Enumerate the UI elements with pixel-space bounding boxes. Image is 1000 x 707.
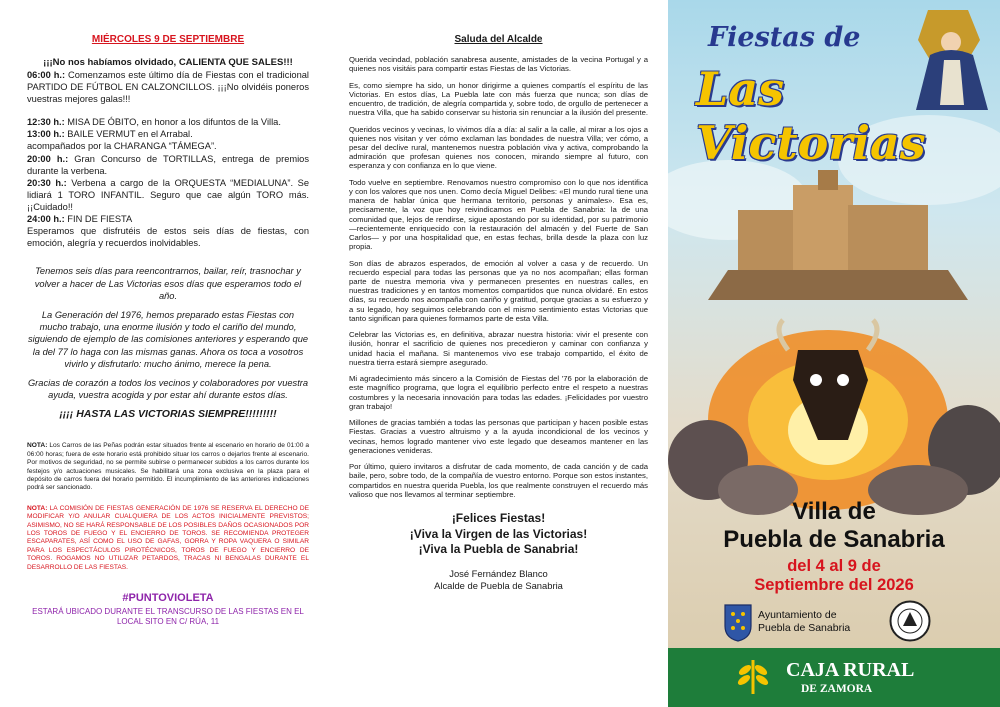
schedule-entry bbox=[27, 128, 309, 140]
farewell-paragraph: Tenemos seis días para reencontrarnos, bailar, reír, trasnochar y volver a hacer de Las Victorias esos días que esperamos todo el año. bbox=[34, 266, 302, 301]
dates-line1: del 4 al 9 de bbox=[787, 557, 881, 575]
letter-paragraph: Todo vuelve en septiembre. Renovamos nuestro compromiso con lo que nos identifica y con los valores que nos unen. Como decía Miguel Delibes: «El mundo rural tiene una manera de hablar única que hermana territorio, personas y animales». Esa es, precisamente, la voz que hoy reivindicamos en Puebla de Sanabria: la de una comunidad que, lejos de rendirse, sigue apostando por su identidad, por su patrimonio —recientemente enriquecido con la restauración del almacén y del Fuerte de San Carlos— y por una hospitalidad que, en estas fechas, brilla desde la plaza con luz propia. bbox=[349, 177, 648, 252]
schedule-entry bbox=[27, 69, 309, 105]
town-hall-line2: Puebla de Sanabria bbox=[758, 622, 851, 634]
schedule-time: 13:00 h.: bbox=[27, 129, 65, 140]
letter-title: Saluda del Alcalde bbox=[454, 34, 543, 45]
schedule-text: acompañados por la CHARANGA “TÁMEGA”. bbox=[27, 141, 217, 152]
intro-line: ¡¡¡No nos habíamos olvidado, CALIENTA QUE SALES!!! bbox=[43, 57, 293, 68]
note-label: NOTA: bbox=[27, 442, 48, 450]
schedule-entry bbox=[27, 225, 309, 249]
schedule-text: Esperamos que disfrutéis de estos seis días de fiestas, con emoción, alegría y recuerdos inolvidables. bbox=[27, 226, 309, 249]
farewell-message bbox=[27, 265, 309, 401]
title-top: Fiestas de bbox=[708, 22, 861, 53]
letter-paragraph: Son días de abrazos esperados, de emoción al volver a casa y de recuerdo. Un recuerdo especial para todas las personas que ya no nos acompañan; ellas forman parte de nuestra memoria viva y permanecen presentes en nuestras calles, en nuestras tradiciones y en tantos momentos compartidos que nunca olvidaré. En estos días, su recuerdo nos acompaña con cariño y gratitud, porque gracias a su esfuerzo y a su legado, hoy seguimos celebrando con el mismo sentimiento estas Victorias que tanto significan para quienes formamos parte de esta Villa. bbox=[349, 258, 648, 323]
schedule-entry bbox=[27, 213, 309, 225]
town-hall-line1: Ayuntamiento de bbox=[758, 609, 837, 621]
sponsor-subtitle: DE ZAMORA bbox=[801, 683, 873, 695]
letter-paragraph: Queridos vecinos y vecinas, lo vivimos día a día: al salir a la calle, al mirar a los ojos a quienes nos visitan y ver cómo exclaman las bondades de nuestra Villa; ver cómo, a pesar del declive rural, mantenemos nuestra población viva y activa, comprobando la admiración que profesan quienes nos conocen, mirando siempre al futuro, con esperanza y con confianza en lo que viene. bbox=[349, 124, 648, 171]
schedule-text: FIN DE FIESTA bbox=[64, 214, 133, 225]
closing-cheer: ¡¡¡¡ HASTA LAS VICTORIAS SIEMPRE!!!!!!!!! bbox=[59, 408, 277, 421]
schedule-time: 20:00 h.: bbox=[27, 153, 69, 164]
wheat-emblem-icon bbox=[732, 656, 774, 698]
signature-name: José Fernández Blanco bbox=[449, 567, 548, 579]
schedule-text: Verbena a cargo de la ORQUESTA “MEDIALUNA”. Se lidiará 1 TORO INFANTIL. Seguro que cae algún TORO más. ¡¡Cuidado!! bbox=[27, 177, 310, 212]
schedule-day bbox=[27, 116, 309, 249]
letter-body bbox=[349, 55, 648, 499]
letter-paragraph: Es, como siempre ha sido, un honor dirigirme a quienes compartís el espíritu de las Victorias. En estos días, La Puebla late con más fuerza que nunca; son días de encuentro, de tradición, de alegría compartida y, sobre todo, de orgullo de pertenecer a nuestra Villa, que ha sabido conservar su historia sin renunciar a la ilusión del presente. bbox=[349, 80, 648, 118]
villa-line1: Villa de bbox=[792, 498, 876, 525]
schedule-entry bbox=[27, 153, 309, 177]
schedule-entry bbox=[27, 177, 309, 213]
schedule-time: 20:30 h.: bbox=[27, 177, 67, 188]
note-text: LA COMISIÓN DE FIESTAS GENERACIÓN DE 1976 SE RESERVA EL DERECHO DE MODIFICAR Y/O ANULAR CUALQUIERA DE LOS ACTOS INICIALMENTE PREVISTOS; ASIMISMO, NO SE HARÁ RESPONSABLE DE LOS POSIBLES DAÑOS OCASIONADOS POR LOS TOROS DE FUEGO Y EL ENCIERRO DE TOROS. SE RECOMIENDA PROTEGER ESCAPARATES, ASÍ COMO EL USO DE GAFAS, GORRA Y ROPA VAQUERA O SIMILAR PARA LOS ESPECTÁCULOS PIROTÉCNICOS, TOROS DE FUEGO Y ENCIERRO DE TOROS. ROGAMOS NO UTILIZAR PETARDOS, TRACAS NI BENGALAS DURANTE EL DESARROLLO DE LAS FIESTAS. bbox=[27, 504, 309, 571]
farewell-paragraph: La Generación del 1976, hemos preparado estas Fiestas con mucho trabajo, una enorme ilusión y todo el cariño del mundo, siguiendo de ejemplo de las comisiones anteriores y esperando que la del 77 lo haga con las mismas ganas. Ahora os toca a vosotros vivirlo y disfrutarlo: mucho ánimo, merece la pena. bbox=[27, 309, 309, 369]
note-label: NOTA: bbox=[27, 504, 48, 512]
cheers-block bbox=[349, 511, 648, 558]
cheer-line: ¡Viva la Puebla de Sanabria! bbox=[418, 542, 579, 557]
commission-stamp-icon bbox=[889, 600, 931, 642]
schedule-entry bbox=[27, 116, 309, 128]
schedule-text: Gran Concurso de TORTILLAS, entrega de premios durante la verbena. bbox=[27, 153, 309, 176]
schedule-column bbox=[0, 0, 333, 707]
cheer-line: ¡Felices Fiestas! bbox=[451, 511, 546, 526]
sponsor-name: CAJA RURAL bbox=[786, 659, 915, 681]
town-hall-logo-text bbox=[758, 609, 850, 635]
title-main: Las Victorias bbox=[696, 62, 926, 170]
mayor-letter-column bbox=[333, 0, 668, 707]
cover-panel bbox=[668, 0, 1000, 707]
schedule-text: Comenzamos este último día de Fiestas con el tradicional PARTIDO DE FÚTBOL EN CALZONCILLOS. ¡¡¡No olvidéis poneros vuestras mejores galas!!! bbox=[27, 70, 310, 105]
letter-paragraph: Por último, quiero invitaros a disfrutar de cada momento, de cada canción y de cada baile, pero, sobre todo, de la compañía de vuestro entorno. Porque son estos instantes, compartidos en nuestra querida Puebla, los que realmente construyen el recuerdo más valioso que nos llevamos al terminar septiembre. bbox=[349, 462, 648, 499]
cheer-line: ¡Viva la Virgen de las Victorias! bbox=[409, 526, 588, 541]
note-text: Los Carros de las Peñas podrán estar situados frente al escenario en horario de 01:00 a 06:00 horas; fuera de este horario está prohibido situar los carros o dejarlos frente al escenario. Por motivos de seguridad, no se permite subirse o permanecer subidos a los carros durante los festejos y/o actuaciones musicales. Se habilitará una zona exclusiva en la plaza para el depósito de carros fuera del horario permitido. El incumplimiento de las anteriores indicaciones podrá ser sancionado. bbox=[27, 442, 309, 492]
day-heading: MIÉRCOLES 9 DE SEPTIEMBRE bbox=[91, 34, 245, 45]
farewell-paragraph: Gracias de corazón a todos los vecinos y colaboradores por vuestra ayuda, vuestra acogida y por estar ahí durante estos días. bbox=[27, 377, 309, 401]
villa-line2: Puebla de Sanabria bbox=[723, 526, 945, 553]
punto-violeta-title: #PUNTOVIOLETA bbox=[122, 592, 214, 605]
schedule-morning bbox=[27, 69, 309, 105]
letter-paragraph: Celebrar las Victorias es, en definitiva, abrazar nuestra historia: vivir el presente con ilusión, honrar el sacrificio de quienes nos precedieron y caminar con confianza y unidad hacia el mañana. Si mantenemos vivo ese trabajo compartido, el éxito de nuestra tierra estará siempre asegurado. bbox=[349, 330, 648, 367]
schedule-time: 06:00 h.: bbox=[27, 70, 66, 80]
sponsor-bar bbox=[668, 648, 1000, 707]
punto-violeta-text: ESTARÁ UBICADO DURANTE EL TRANSCURSO DE LAS FIESTAS EN EL LOCAL SITO EN C/ RÚA, 11 bbox=[32, 607, 304, 627]
letter-paragraph: Mi agradecimiento más sincero a la Comisión de Fiestas del '76 por la elaboración de este magnífico programa, que logra el equilibrio perfecto entre el respeto a nuestras costumbres y la necesaria innovación para todas las edades. ¡Felicidades por vuestro gran trabajo! bbox=[349, 374, 648, 411]
signature bbox=[349, 568, 648, 593]
schedule-text: MISA DE ÓBITO, en honor a los difuntos de la Villa. bbox=[64, 117, 281, 128]
schedule-time: 12:30 h.: bbox=[27, 117, 65, 128]
letter-paragraph: Millones de gracias también a todas las personas que participan y hacen posible estas Fiestas. Gracias a vuestro altruismo y a la ayuda incondicional de los vecinos y vecinas, hemos logrado mantener vivo este legado que deseamos mantener en las generaciones venideras. bbox=[349, 418, 648, 455]
schedule-time: 24:00 h.: bbox=[27, 214, 65, 225]
letter-paragraph: Querida vecindad, población sanabresa ausente, amistades de la vecina Portugal y a quienes nos visitáis para compartir estas Fiestas de las Victorias. bbox=[349, 55, 648, 74]
signature-role: Alcalde de Puebla de Sanabria bbox=[434, 580, 563, 592]
dates-line2: Septiembre del 2026 bbox=[754, 576, 914, 594]
note-carts bbox=[27, 442, 309, 492]
town-shield-icon bbox=[724, 604, 752, 642]
schedule-text: BAILE VERMUT en el Arrabal. bbox=[64, 129, 193, 140]
note-disclaimer bbox=[27, 505, 309, 572]
schedule-entry bbox=[27, 140, 309, 152]
